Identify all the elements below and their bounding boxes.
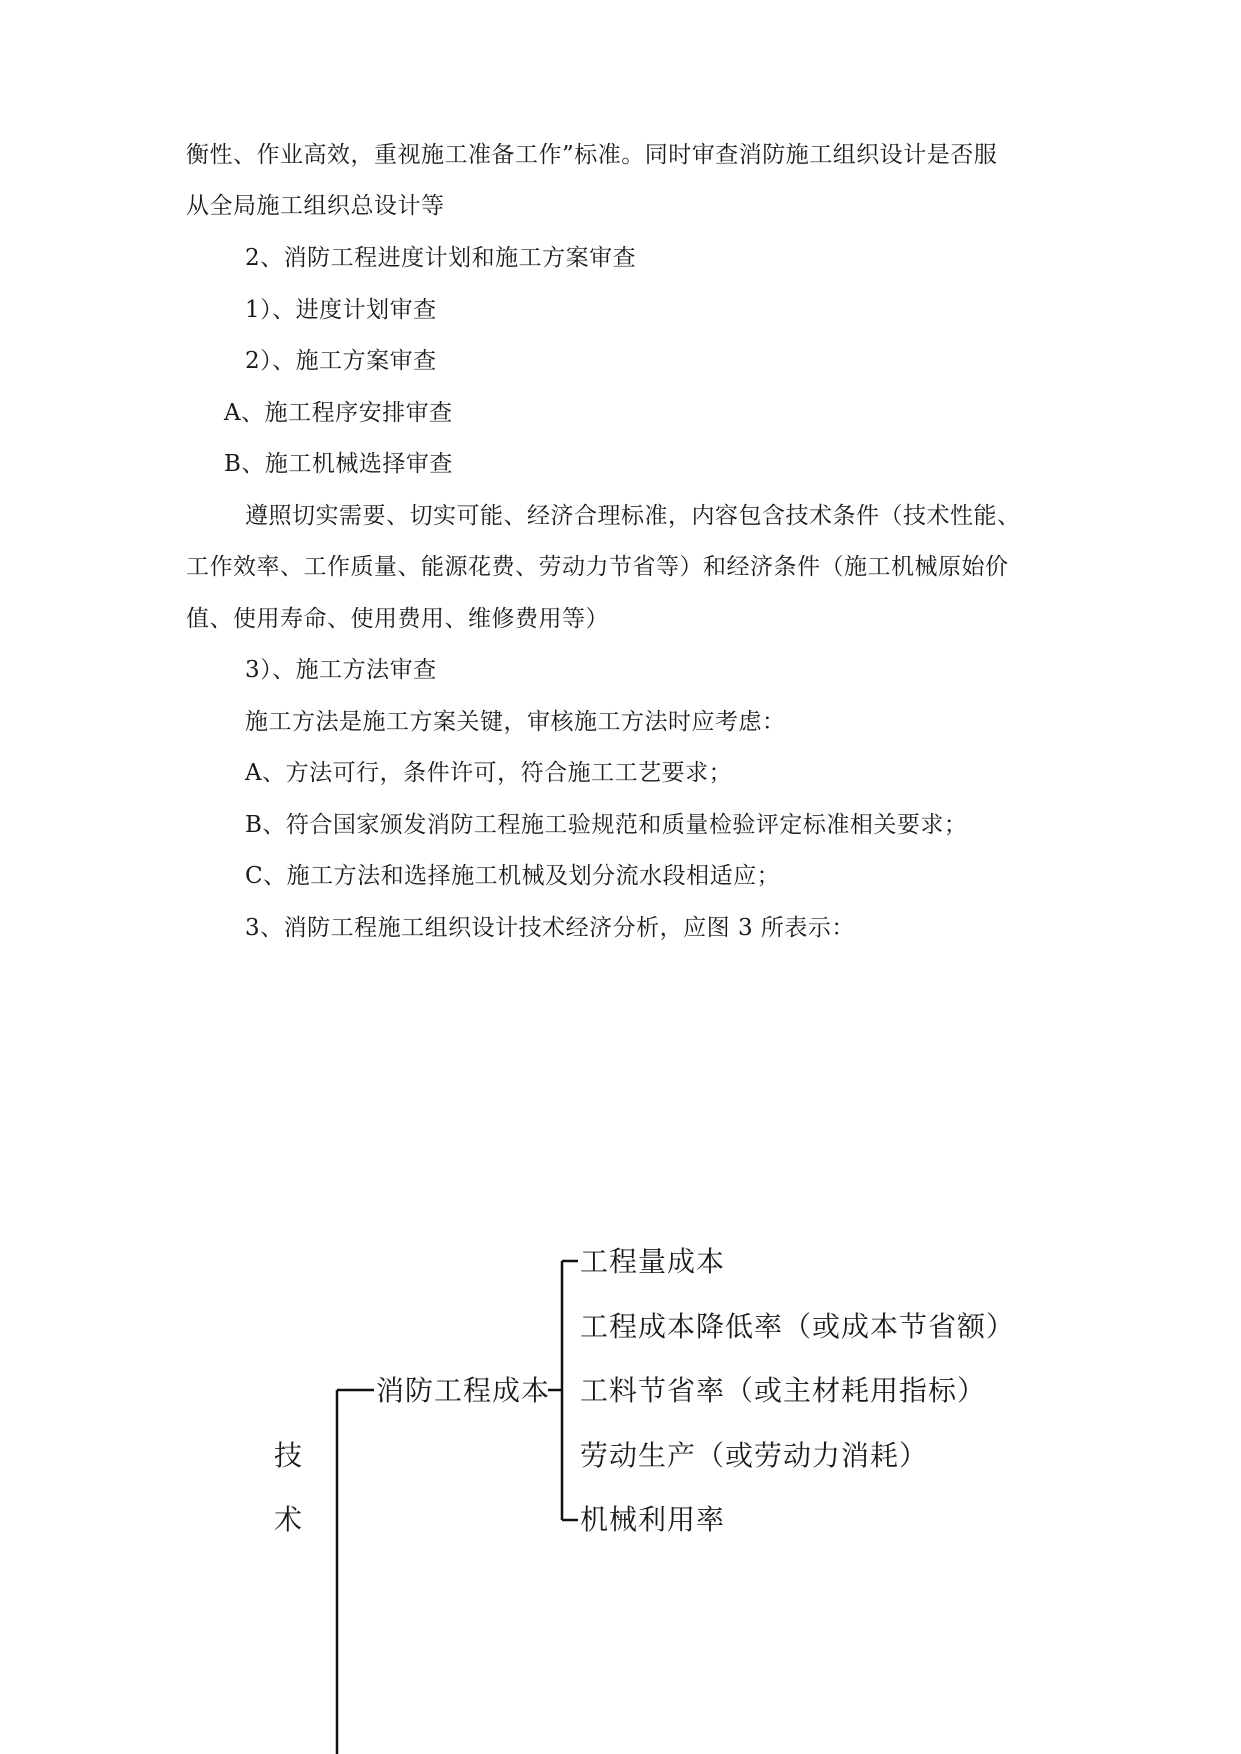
root-label-char-1: 技	[274, 1439, 304, 1472]
leaf-label: 机械利用率	[580, 1503, 726, 1536]
leaf-label: 工料节省率（或主材耗用指标）	[580, 1374, 987, 1407]
paragraph-line: 值、使用寿命、使用费用、维修费用等）	[186, 606, 609, 632]
leaf-label: 劳动生产（或劳动力消耗）	[580, 1439, 929, 1472]
paragraph-line-2: 从全局施工组织总设计等	[186, 193, 445, 219]
subsection-heading: 1）、进度计划审查	[245, 297, 437, 323]
leaf-label: 工程量成本	[580, 1245, 726, 1278]
section-heading: 3、消防工程施工组织设计技术经济分析，应图 3 所表示：	[245, 915, 855, 941]
list-item: A、施工程序安排审查	[224, 400, 453, 426]
paragraph-line-1: 衡性、作业高效，重视施工准备工作”标准。同时审查消防施工组织设计是否服	[186, 142, 998, 168]
paragraph-line: 遵照切实需要、切实可能、经济合理标准，内容包含技术条件（技术性能、	[245, 503, 1021, 529]
subsection-heading: 3）、施工方法审查	[245, 657, 437, 683]
list-item: A、方法可行，条件许可，符合施工工艺要求；	[245, 760, 733, 786]
section-heading: 2、消防工程进度计划和施工方案审查	[245, 245, 637, 271]
paragraph-line: 施工方法是施工方案关键，审核施工方法时应考虑：	[245, 709, 786, 735]
branch-label: 消防工程成本	[376, 1374, 551, 1407]
leaf-label: 工程成本降低率（或成本节省额）	[580, 1310, 1016, 1343]
subsection-heading: 2）、施工方案审查	[245, 348, 437, 374]
paragraph-line: 工作效率、工作质量、能源花费、劳动力节省等）和经济条件（施工机械原始价	[186, 554, 1009, 580]
root-label-char-2: 术	[274, 1503, 304, 1536]
list-item: B、施工机械选择审查	[224, 451, 453, 477]
list-item: C、施工方法和选择施工机械及划分流水段相适应；	[245, 863, 781, 889]
list-item: B、符合国家颁发消防工程施工验规范和质量检验评定标准相关要求；	[245, 812, 968, 838]
